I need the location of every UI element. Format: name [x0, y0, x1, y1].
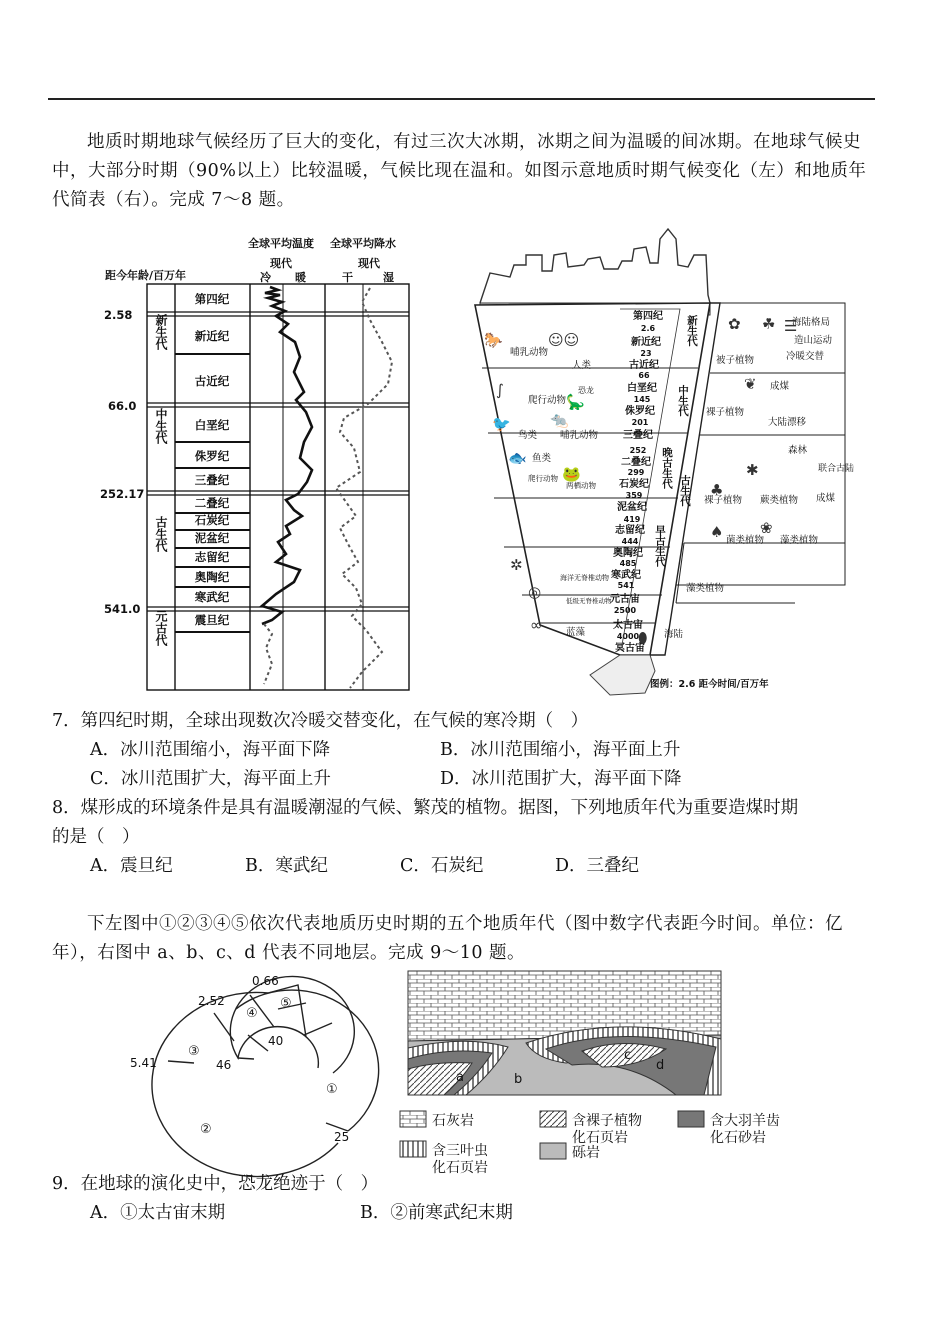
svg-text:✱: ✱: [746, 461, 759, 479]
layer-a: a: [456, 1070, 464, 1085]
mark-1: ①: [326, 1082, 338, 1097]
svg-text:✲: ✲: [510, 556, 523, 574]
period-quaternary: 第四纪: [194, 292, 230, 306]
t-era-early-paleozoic: 早古生代: [654, 525, 666, 567]
period-permian: 二叠纪: [194, 496, 230, 510]
intro-paragraph-2: 下左图中①②③④⑤依次代表地质历史时期的五个地质年代（图中数字代表距今时间。单位：亿年），右图中 a、b、c、d 代表不同地层。完成 9～10 题。: [52, 914, 843, 963]
animal-amphibians: 两栖动物: [566, 481, 596, 490]
period-jurassic: 侏罗纪: [194, 449, 230, 463]
event-land-sea: 海陆格局: [792, 317, 831, 328]
event-sea-land: 海陆: [664, 629, 684, 640]
period-triassic: 三叠纪: [194, 473, 230, 487]
period-cretaceous: 白垩纪: [194, 418, 230, 432]
num-46: 46: [216, 1058, 232, 1072]
svg-text:252: 252: [629, 446, 647, 455]
legend-conglomerate: 砾岩: [572, 1145, 600, 1161]
plant-algae: 藻类植物: [780, 535, 819, 546]
header-rule: [48, 98, 875, 100]
svg-text:☰: ☰: [784, 317, 798, 335]
present-label-rain: 现代: [358, 257, 380, 270]
animal-humans: 人类: [572, 360, 592, 371]
plant-ferns: 蕨类植物: [760, 495, 799, 506]
plant-fungi: 菌类植物: [726, 535, 765, 546]
t-triassic: 三叠纪: [623, 430, 653, 441]
svg-text:485: 485: [619, 559, 637, 568]
t-silurian: 志留纪: [615, 525, 645, 536]
animal-reptiles-2: 爬行动物: [528, 474, 558, 483]
t-era-late-paleozoic: 晚古生代: [661, 447, 673, 489]
q8-option-b[interactable]: B．寒武纪: [245, 856, 328, 876]
t-devonian: 泥盆纪: [617, 502, 647, 513]
q7-option-d[interactable]: D．冰川范围扩大，海平面下降: [440, 769, 682, 789]
dry-label: 干: [342, 271, 353, 284]
age-252: 252.17: [100, 487, 145, 501]
period-devonian: 泥盆纪: [194, 531, 230, 545]
era-mesozoic: 中生代: [154, 408, 168, 444]
t-era-cenozoic: 新生代: [686, 315, 698, 347]
legend-trilobite-shale: 含三叶虫化石页岩: [432, 1143, 488, 1176]
mark-2: ②: [200, 1122, 212, 1137]
age-541: 541.0: [104, 602, 141, 616]
present-label-temp: 现代: [270, 257, 292, 270]
t-era-mesozoic: 中生代: [677, 385, 689, 417]
wet-label: 湿: [383, 271, 394, 284]
t-carboniferous: 石炭纪: [619, 479, 649, 490]
plant-algae-2: 藻类植物: [686, 583, 725, 594]
animal-lower-invertebrates: 低级无脊椎动物: [566, 597, 612, 605]
t-hadean: 冥古宙: [615, 643, 645, 654]
mark-5: ⑤: [280, 996, 292, 1011]
question-8-stem-line1: 8．煤形成的环境条件是具有温暖潮湿的气候、繁茂的植物。据图，下列地质年代为重要造煤时期: [52, 798, 799, 818]
num-0-66: 0.66: [252, 974, 279, 988]
svg-text:145: 145: [633, 395, 651, 404]
svg-text:🦕: 🦕: [566, 393, 585, 411]
era-paleozoic: 古生代: [154, 516, 168, 552]
mark-3: ③: [188, 1044, 200, 1059]
period-sinian: 震旦纪: [194, 613, 230, 627]
q7-option-a[interactable]: A．冰川范围缩小，海平面下降: [90, 740, 331, 760]
t-cretaceous: 白垩纪: [627, 383, 657, 394]
svg-text:🐎: 🐎: [484, 331, 503, 349]
header-temp: 全球平均温度: [248, 237, 314, 250]
svg-text:🐦: 🐦: [492, 415, 511, 433]
legend-pteridosperm-sandstone: 含大羽羊齿化石砂岩: [710, 1113, 780, 1146]
svg-text:4000: 4000: [616, 632, 640, 641]
q8-option-c[interactable]: C．石炭纪: [400, 856, 484, 876]
svg-text:✿: ✿: [728, 315, 741, 333]
svg-text:359: 359: [625, 491, 643, 500]
animal-dinosaurs: 恐龙: [578, 386, 594, 395]
layer-c: c: [624, 1048, 632, 1063]
num-25: 25: [334, 1130, 350, 1144]
city-skyline: [480, 229, 710, 303]
q7-option-b[interactable]: B．冰川范围缩小，海平面上升: [440, 740, 681, 760]
svg-text:299: 299: [627, 468, 645, 477]
era-cenozoic: 新生代: [154, 314, 168, 350]
period-ordovician: 奥陶纪: [194, 570, 230, 584]
q7-option-c[interactable]: C．冰川范围扩大，海平面上升: [90, 769, 331, 789]
q8-option-d[interactable]: D．三叠纪: [555, 856, 640, 876]
t-quaternary: 第四纪: [633, 311, 663, 322]
q9-option-a[interactable]: A．①太古宙末期: [90, 1203, 226, 1223]
svg-text:☺☺: ☺☺: [548, 331, 580, 349]
svg-text:❀: ❀: [760, 519, 773, 537]
plant-angiosperms: 被子植物: [716, 355, 755, 366]
fig2-legend: 图例：2.6 距今时间/百万年: [650, 679, 769, 690]
geologic-time-figure: [470, 225, 855, 695]
animal-fish: 鱼类: [532, 453, 552, 464]
plant-gymnosperms-2: 裸子植物: [704, 495, 743, 506]
t-paleogene: 古近纪: [629, 360, 659, 371]
period-cambrian: 寒武纪: [194, 590, 230, 604]
animal-cyanobacteria: 蓝藻: [566, 627, 586, 638]
plant-gymnosperms: 裸子植物: [706, 407, 745, 418]
animal-mammals: 哺乳动物: [510, 347, 549, 358]
intro-paragraph-1: 地质时期地球气候经历了巨大的变化，有过三次大冰期，冰期之间为温暖的间冰期。在地球气候史中，大部分时期（90%以上）比较温暖，气候比现在温和。如图示意地质时期气候变化（左）和地质年代简表（右）。完成 7～8 题。: [52, 132, 867, 210]
svg-text:♣: ♣: [710, 481, 724, 499]
num-2-52: 2.52: [198, 994, 225, 1008]
period-carboniferous: 石炭纪: [194, 513, 230, 527]
svg-text:♠: ♠: [710, 523, 724, 541]
t-cambrian: 寒武纪: [611, 570, 641, 581]
question-9-stem: 9．在地球的演化史中，恐龙绝迹于（ ）: [52, 1174, 379, 1194]
era-proterozoic: 元古代: [154, 610, 168, 646]
climate-change-figure: [100, 232, 420, 697]
event-orogeny: 造山运动: [794, 335, 833, 346]
svg-text:444: 444: [621, 537, 639, 546]
event-coal: 成煤: [770, 381, 790, 392]
animal-marine-invertebrates: 海洋无脊椎动物: [560, 574, 609, 582]
svg-text:2.6: 2.6: [640, 324, 656, 333]
svg-text:🐸: 🐸: [562, 465, 581, 483]
svg-text:🐟: 🐟: [508, 449, 527, 467]
warm-label: 暖: [295, 271, 306, 284]
cold-label: 冷: [260, 271, 271, 284]
svg-text:66: 66: [638, 371, 650, 380]
t-proterozoic: 元古宙: [610, 594, 640, 605]
q8-option-a[interactable]: A．震旦纪: [90, 856, 173, 876]
legend-limestone: 石灰岩: [432, 1113, 474, 1129]
svg-text:201: 201: [631, 418, 649, 427]
t-jurassic: 侏罗纪: [625, 406, 655, 417]
event-drift: 大陆漂移: [768, 417, 807, 428]
event-coal-2: 成煤: [816, 493, 836, 504]
age-axis-label: 距今年龄/百万年: [105, 269, 187, 282]
t-neogene: 新近纪: [631, 337, 661, 348]
legend-gymnosperm-shale: 含裸子植物化石页岩: [572, 1113, 642, 1146]
period-silurian: 志留纪: [194, 550, 230, 564]
svg-text:🐀: 🐀: [550, 411, 569, 429]
age-2-58: 2.58: [104, 308, 133, 322]
event-forest: 森林: [788, 445, 808, 456]
layer-d: d: [656, 1058, 665, 1073]
spiral-time-figure: [128, 963, 373, 1173]
mark-4: ④: [246, 1006, 258, 1021]
question-8-stem-line2: 的是（ ）: [52, 827, 140, 847]
t-era-paleozoic: 古生代: [679, 475, 691, 507]
animal-mammals-2: 哺乳动物: [560, 430, 599, 441]
t-archean: 太古宙: [613, 620, 643, 631]
svg-text:2500: 2500: [613, 606, 637, 615]
svg-text:541: 541: [617, 581, 635, 590]
question-7-stem: 7．第四纪时期，全球出现数次冷暖交替变化，在气候的寒冷期（ ）: [52, 711, 589, 731]
svg-text:❦: ❦: [744, 375, 757, 393]
animal-reptiles: 爬行动物: [528, 395, 567, 406]
svg-text:⬮: ⬮: [638, 629, 648, 647]
t-ordovician: 奥陶纪: [613, 548, 643, 559]
svg-text:23: 23: [640, 349, 652, 358]
event-cold-warm: 冷暖交替: [786, 351, 825, 362]
svg-text:☘: ☘: [762, 315, 776, 333]
t-permian: 二叠纪: [621, 457, 651, 468]
event-pangaea: 联合古陆: [818, 464, 855, 474]
svg-text:◎: ◎: [528, 583, 542, 601]
svg-text:∞: ∞: [530, 616, 543, 634]
temperature-curve: [262, 287, 312, 624]
strata-figure: [396, 963, 796, 1176]
period-paleogene: 古近纪: [194, 374, 230, 388]
animal-birds: 鸟类: [518, 430, 538, 441]
header-rain: 全球平均降水: [330, 237, 396, 250]
num-5-41: 5.41: [130, 1056, 157, 1070]
age-66: 66.0: [108, 399, 137, 413]
svg-text:∫: ∫: [496, 381, 504, 399]
period-neogene: 新近纪: [194, 329, 230, 343]
svg-text:419: 419: [623, 515, 641, 524]
layer-b: b: [514, 1072, 523, 1087]
num-40: 40: [268, 1034, 284, 1048]
precipitation-curve: [336, 288, 392, 688]
q9-option-b[interactable]: B．②前寒武纪末期: [360, 1203, 513, 1223]
